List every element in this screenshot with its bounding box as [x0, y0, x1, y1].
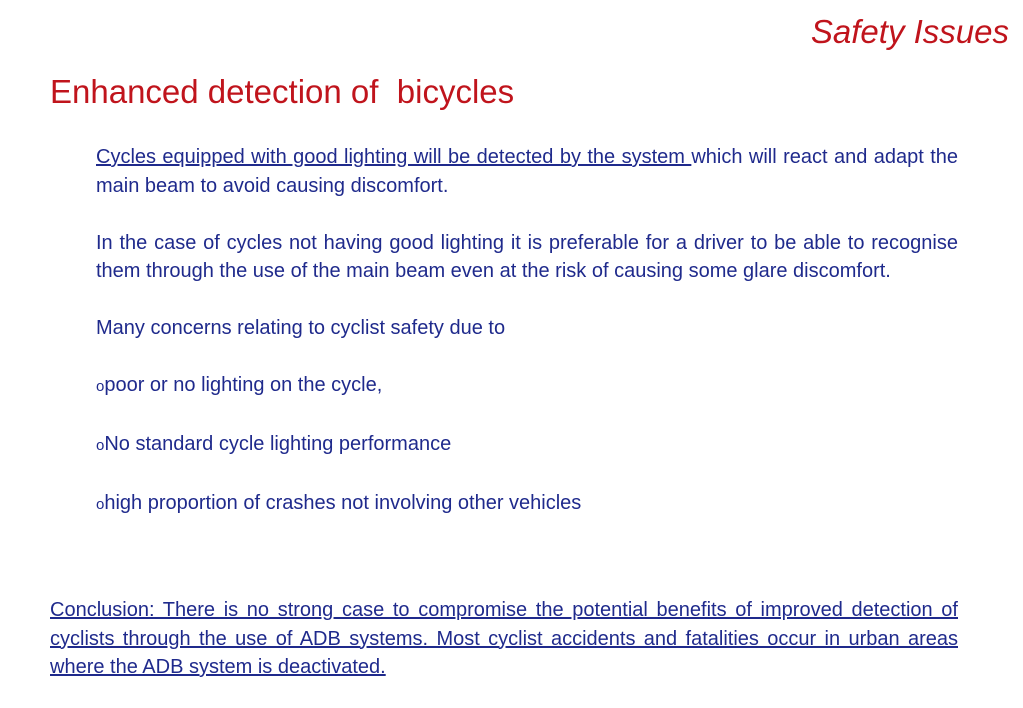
body-text — [96, 143, 958, 520]
paragraph-no-lighting: In the case of cycles not having good lighting it is preferable for a driver to be able to recognise them through the use of the main beam even at the risk of causing some glare discomfort. — [96, 231, 958, 282]
conclusion-text: Conclusion: There is no strong case to compromise the potential benefits of improved detection of cyclists through the use of ADB systems. Most cyclist accidents and fatalities occur in urban areas where the ADB system is deactivated. — [50, 599, 958, 678]
bullet-item — [96, 371, 958, 402]
paragraph-detection-underlined: Cycles equipped with good lighting will be detected by the system — [96, 146, 692, 168]
paragraph-concerns: Many concerns relating to cyclist safety due to — [96, 317, 506, 339]
bullet-marker: o — [96, 496, 105, 513]
paragraph-detection-rest: which will react and adapt the main beam to avoid causing discomfort. — [96, 146, 959, 197]
section-heading: Enhanced detection of bicycles — [50, 73, 515, 110]
bullet-marker: o — [96, 437, 105, 454]
bullet-item — [96, 489, 958, 520]
bullet-text: poor or no lighting on the cycle, — [104, 374, 383, 396]
slide-title: Safety Issues — [810, 13, 1009, 50]
bullet-marker: o — [96, 378, 105, 395]
bullet-item — [96, 430, 958, 461]
paragraph-detection — [96, 143, 958, 200]
bullet-text: No standard cycle lighting performance — [104, 433, 452, 455]
bullet-text: high proportion of crashes not involving other vehicles — [104, 492, 582, 514]
